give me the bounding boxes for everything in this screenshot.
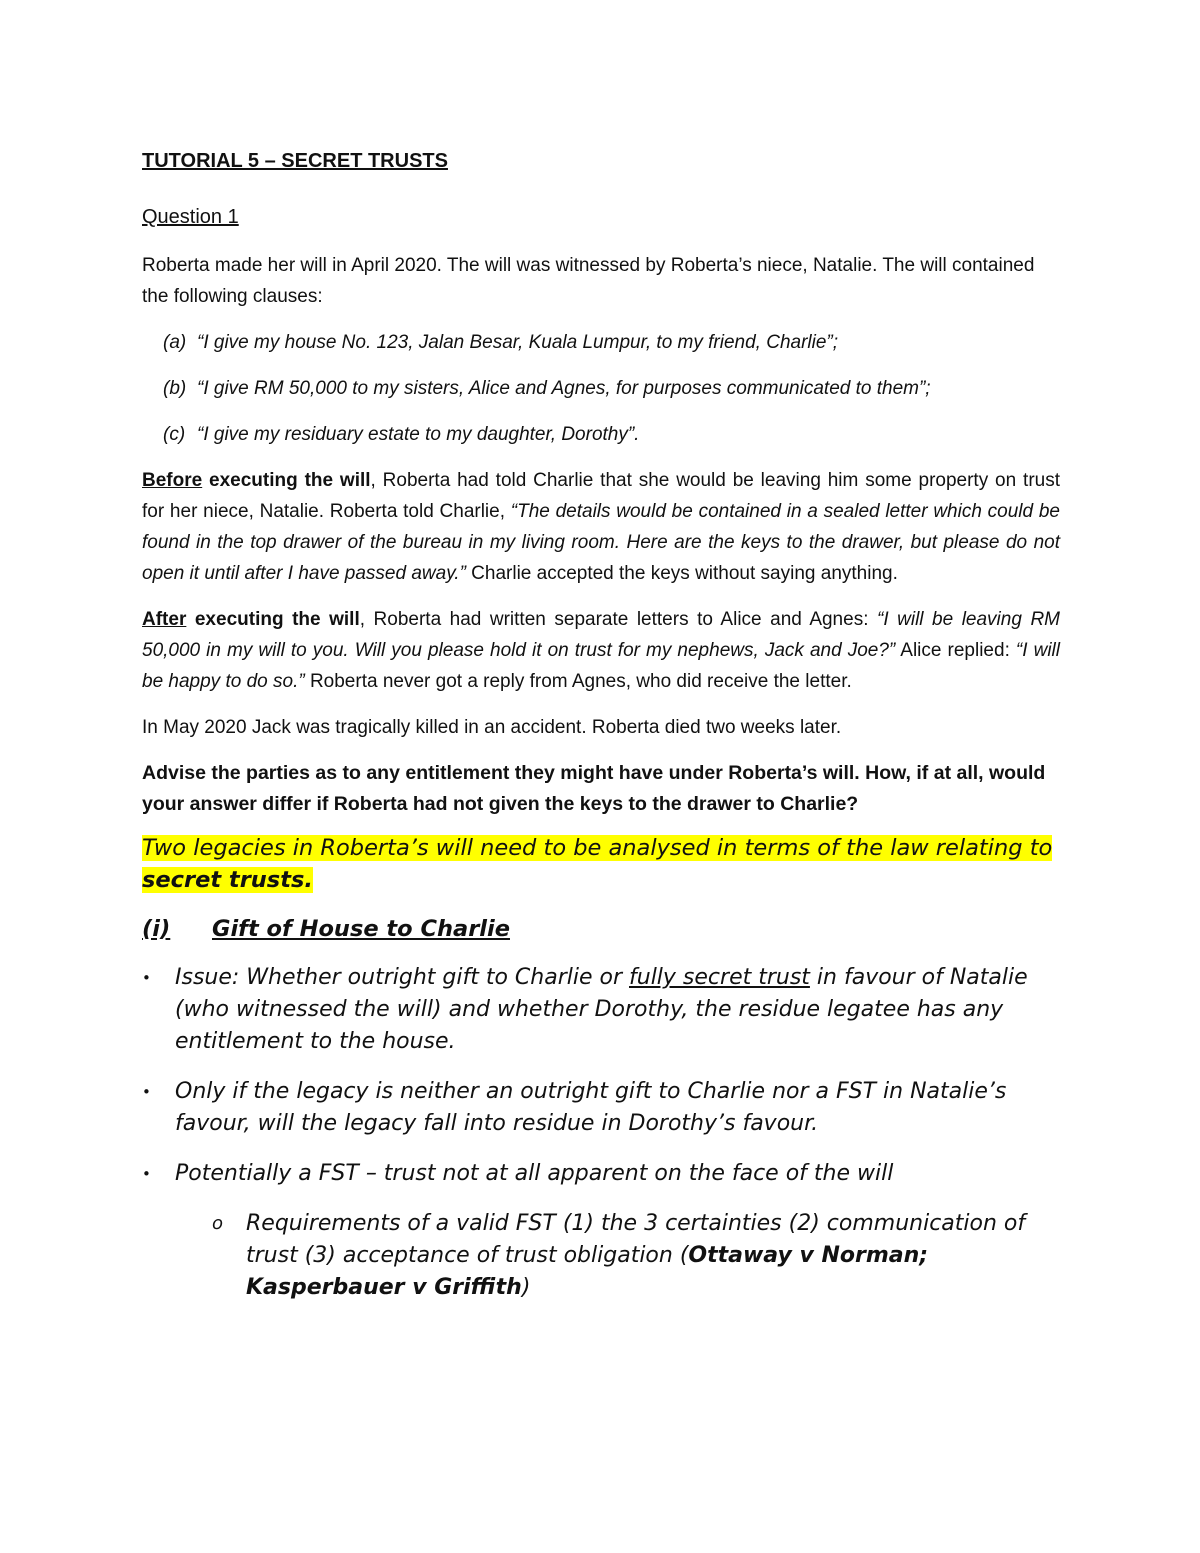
sub-list-item <box>212 1208 1060 1304</box>
sub-bullet-body: Requirements of a valid FST (1) the 3 certainties (2) communication of trust (3) acceptance of trust obligation ( <box>246 1211 1026 1268</box>
bullet-text <box>175 962 1060 1058</box>
question-heading: Question 1 <box>142 206 239 228</box>
bullet-text: Only if the legacy is neither an outright gift to Charlie nor a FST in Natalie’s favour, will the legacy fall into residue in Dorothy’s favour. <box>175 1079 1007 1136</box>
highlight-bold: secret trusts. <box>142 867 313 893</box>
will-clause <box>163 327 1060 358</box>
highlighted-note <box>142 832 1060 896</box>
section-number: (i) <box>142 916 171 942</box>
intro-paragraph: Roberta made her will in April 2020. The will was witnessed by Roberta’s niece, Natalie. The will contained the following clauses: <box>142 255 1035 307</box>
before-lead-bold: executing the will <box>202 470 371 491</box>
bullet-icon: • <box>142 1083 151 1101</box>
after-paragraph <box>142 604 1060 697</box>
after-text-1: , Roberta had written separate letters to Alice and Agnes: <box>359 609 877 630</box>
case-citations: Ottaway v Norman; Kasperbauer v Griffith <box>246 1243 929 1300</box>
clause-label: (a) <box>163 332 187 353</box>
clause-label: (c) <box>163 424 186 445</box>
bullet-icon: • <box>142 969 151 987</box>
list-item <box>142 1076 1060 1140</box>
after-quote-2: “I will be happy to do so.” <box>142 640 1060 692</box>
after-text-2: Alice replied: <box>895 640 1016 661</box>
before-lead: Before <box>142 470 203 491</box>
after-lead-bold: executing the will <box>186 609 360 630</box>
clause-text: “I give my residuary estate to my daughter, Dorothy”. <box>197 424 640 445</box>
bullet-text-underlined: fully secret trust <box>629 965 810 990</box>
advise-question: Advise the parties as to any entitlement they might have under Roberta’s will. How, if at all, would your answer differ if Roberta had not given the keys to the drawer to Charlie? <box>142 762 1046 815</box>
section-title: Gift of House to Charlie <box>212 916 510 942</box>
list-item <box>142 962 1060 1058</box>
circle-bullet-icon: o <box>212 1213 224 1234</box>
bullet-text-post: in favour of Natalie (who witnessed the will) and whether Dorothy, the residue legatee has any entitlement to the house. <box>175 965 1028 1054</box>
clause-label: (b) <box>163 378 187 399</box>
before-text-1: , Roberta had told Charlie that she would be leaving him some property on trust for her niece, Natalie. Roberta told Charlie, <box>142 470 1060 522</box>
sub-bullet-close: ) <box>521 1275 531 1300</box>
will-clause <box>163 419 1060 450</box>
will-clause <box>163 373 1060 404</box>
highlight-text: Two legacies in Roberta’s will need to be analysed in terms of the law relating to <box>142 835 1053 861</box>
bullet-icon: • <box>142 1165 151 1183</box>
clause-text: “I give RM 50,000 to my sisters, Alice and Agnes, for purposes communicated to them”; <box>197 378 931 399</box>
after-text-3: Roberta never got a reply from Agnes, who did receive the letter. <box>304 671 852 692</box>
after-lead: After <box>142 609 187 630</box>
section-heading <box>142 912 1060 946</box>
before-paragraph <box>142 465 1060 589</box>
bullet-text: Potentially a FST – trust not at all apparent on the face of the will <box>175 1161 894 1186</box>
may-paragraph: In May 2020 Jack was tragically killed in an accident. Roberta died two weeks later. <box>142 717 842 738</box>
list-item <box>142 1158 1060 1190</box>
sub-bullet-text <box>246 1208 1060 1304</box>
page-title: TUTORIAL 5 – SECRET TRUSTS <box>142 150 448 172</box>
after-quote-1: “I will be leaving RM 50,000 in my will to you. Will you please hold it on trust for my nephews, Jack and Joe?” <box>142 609 1060 661</box>
clause-text: “I give my house No. 123, Jalan Besar, Kuala Lumpur, to my friend, Charlie”; <box>197 332 839 353</box>
before-quote: “The details would be contained in a sealed letter which could be found in the top drawer of the bureau in my living room. Here are the keys to the drawer, but please do not open it until after I have passed away.” <box>142 501 1060 584</box>
document-content <box>142 146 1060 1322</box>
bullet-text-pre: Issue: Whether outright gift to Charlie or <box>175 965 629 990</box>
before-text-2: Charlie accepted the keys without saying anything. <box>465 563 898 584</box>
